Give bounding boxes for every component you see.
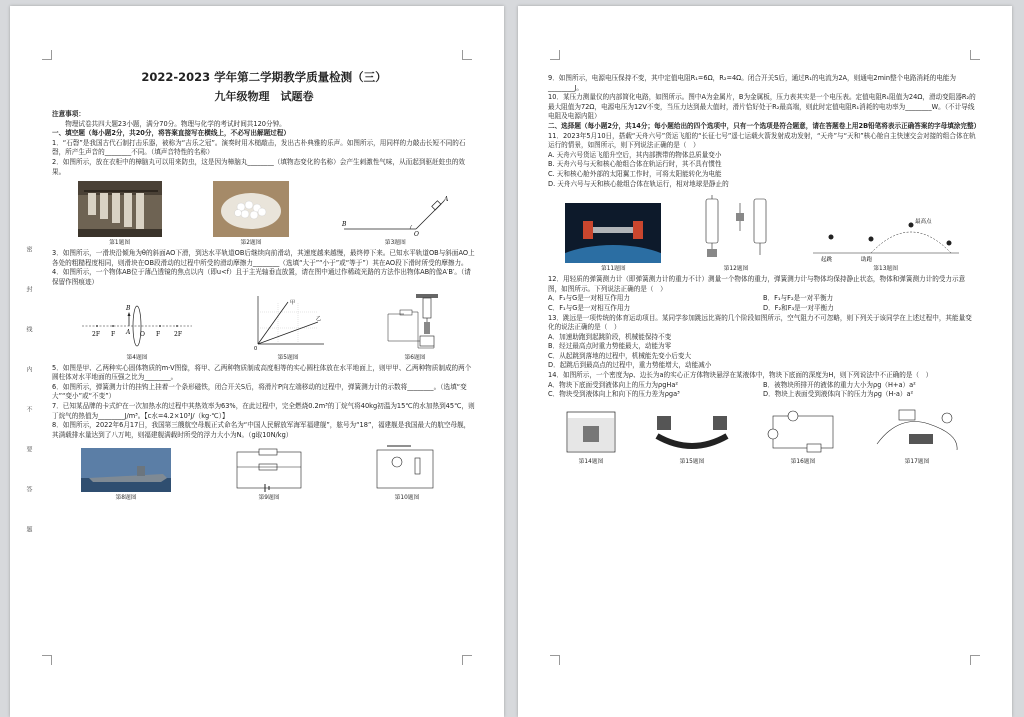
aircraft-carrier-photo [81, 448, 171, 492]
label-highest-point: 最高点 [914, 219, 932, 226]
question-14-option-a: A．物块下底面受到液体向上的压力为ρgHa² [548, 380, 679, 389]
question-14: 14．如图所示，一个密度为ρ、边长为a的实心正方体物块悬浮在某液体中，物块下底面的深度为H，则下列说法中不正确的是（ ） [548, 371, 933, 380]
question-14-option-d: D．物块上表面受到液体向下的压力为ρg（H-a）a² [763, 390, 914, 399]
crop-mark [42, 50, 52, 60]
notice-heading: 注意事项： [52, 110, 85, 118]
figure-14-caption: 第14题图 [578, 458, 604, 465]
figure-15-caption: 第15题图 [679, 458, 705, 465]
question-11: 11．2023年5月10日，搭载“天舟六号”货运飞船的“长征七号”遥七运载火箭发射成功发射，“天舟”与“天和”核心舱自主快速交会对接的组合体在轨运行的情景，如图所示，则下列说法正确的是（ ） [548, 131, 976, 150]
notice-text: 物理试卷共四大题23小题，满分70分。物理与化学的考试时间共120分钟。 [65, 119, 286, 128]
figure-2 [213, 181, 289, 247]
section-2-heading: 二、选择题（每小题2分，共14分；每小题给出的四个选项中，只有一个选项是符合题意，请在答题卷上用2B铅笔将表示正确答案的字母填涂完整） [548, 121, 981, 130]
question-7: 7．已知某品牌的卡式炉在一次加热水的过程中其热效率为63%，在此过程中，完全燃烧0.2m³的丁烷气将40kg初温为15℃的水加热到45℃，则丁烷气的热值为________J/m³。【c水=4.2×10³J/（kg·℃）】 [52, 401, 475, 420]
figure-1-caption: 第1题图 [109, 240, 131, 247]
figure-10 [367, 444, 447, 502]
question-3: 3．如图所示，一滑块沿倾角为θ的斜面AO下滑，到达水平轨道OB后继续向前滑动，其速度越来越慢，最终停下来。已知水平轨道OB与斜面AO上各处的粗糙程度相同，则滑块在OB段滑动的过程中所受的滑动摩擦力________（选填“大于”“小于”或“等于”）其在AO段下滑时所受的摩擦力。 [52, 249, 475, 267]
question-14-option-b: B．被物块所排开的液体的重力大小为ρg（H+a）a² [763, 380, 916, 389]
figure-16 [763, 406, 843, 466]
figure-5 [248, 292, 328, 362]
question-12-option-a: A．F₁与G是一对相互作用力 [548, 294, 630, 303]
svg-text:B: B [126, 304, 131, 312]
figure-1 [78, 181, 162, 247]
figure-2-caption: 第2题图 [240, 240, 262, 247]
figure-4-caption: 第4题图 [126, 354, 148, 361]
figure-17 [869, 404, 965, 466]
question-13-option-d: D．起跳后到最高点的过程中，重力势能增大，动能减小 [548, 361, 712, 370]
question-11-option-c: C. 天和核心舱外部的太阳翼工作时，可将太阳能转化为电能 [548, 169, 722, 178]
exam-page-left [10, 6, 504, 717]
question-11-option-a: A. 天舟六号货运飞船升空后，其内部携带的物体总质量变小 [548, 150, 722, 159]
figure-10-caption: 第10题图 [394, 495, 420, 502]
svg-text:甲: 甲 [290, 299, 296, 306]
figures-row-3 [52, 444, 476, 502]
svg-text:A: A [126, 328, 131, 336]
svg-text:2F: 2F [92, 330, 100, 338]
question-10: 10．某压力测量仪的内部简化电路，如图所示。图中A为金属片，B为金属板，压力表其实是一个电压表。定值电阻R₁阻值为24Ω，滑动变阻器R₂的最大阻值为72Ω，电源电压为12V不变，当压力达到最大值时，滑片恰好处于R₂最高端，则此时定值电阻R₁消耗的电功率为________W。（不计导线电阻及电源内阻） [548, 93, 976, 121]
svg-text:O: O [140, 330, 145, 338]
figure-16-caption: 第16题图 [790, 458, 816, 465]
question-12-option-b: B．F₁与F₂是一对平衡力 [763, 294, 834, 303]
crop-mark [970, 50, 980, 60]
crop-mark [970, 655, 980, 665]
mass-volume-graph [248, 292, 328, 352]
incline-diagram [340, 193, 450, 237]
svg-text:2F: 2F [174, 330, 182, 338]
question-14-options [548, 381, 978, 400]
svg-text:0: 0 [254, 345, 258, 352]
figures-row-2 [52, 292, 476, 362]
meter-circuit-diagram [763, 406, 843, 456]
magnets-diagram [647, 406, 737, 456]
figure-9-caption: 第9题图 [258, 495, 280, 502]
question-11-option-d: D. 天舟六号与天和核心舱组合体在轨运行，相对地球是静止的 [548, 179, 729, 188]
exam-title: 2022-2023 学年第二学期教学质量检测（三） [141, 70, 387, 84]
figures-row-5 [548, 404, 978, 466]
label-takeoff: 起跳 [820, 257, 832, 264]
figure-13 [811, 211, 961, 273]
question-6: 6．如图所示，弹簧测力计的挂钩上挂着一个条形磁铁，闭合开关S后，将滑片P向左端移动的过程中，弹簧测力计的示数将________。（选填“变大”“变小”或“不变”） [52, 382, 467, 401]
question-4: 4．如图所示，一个物体AB位于薄凸透镜的焦点以内（即u<f）且于主光轴垂直放置，请在图中通过作稀疏光路的方法作出物体AB的像A′B′。（请保留作图痕迹） [52, 268, 471, 286]
pressure-meter-circuit [367, 444, 447, 492]
question-12-options [548, 294, 978, 313]
exam-page-right [518, 6, 1012, 717]
svg-text:F: F [111, 330, 116, 338]
stone-chime-photo [78, 181, 162, 237]
figures-row-1 [52, 181, 476, 247]
figure-9 [229, 448, 309, 502]
figure-14 [561, 406, 621, 466]
crop-mark [462, 655, 472, 665]
long-jump-diagram [811, 211, 961, 263]
crop-mark [462, 50, 472, 60]
question-13-option-a: A．加速助跑到起跳阶段，机械能保持不变 [548, 332, 672, 341]
question-5: 5．如图是甲、乙两种实心固体物质的m-V图像，将甲、乙两种物质制成高度相等的实心圆柱体放在水平地面上，则甲甲、乙两种物质制成的两个圆柱体对水平地面的压强之比为________。 [52, 363, 472, 382]
figure-6 [380, 292, 450, 362]
space-station-photo [565, 203, 661, 263]
figure-12-caption: 第12题图 [723, 266, 749, 273]
svg-text:F: F [156, 330, 161, 338]
figures-row-4 [548, 193, 978, 273]
binding-line-text: 密 封 线 内 不 要 答 题 [25, 246, 32, 546]
figure-8-caption: 第8题图 [115, 495, 137, 502]
question-13-option-b: B．经过最高点时重力势能最大，动能为零 [548, 342, 672, 351]
svg-text:O: O [414, 231, 420, 238]
crop-mark [42, 655, 52, 665]
lens-diagram [78, 296, 196, 352]
figure-3-caption: 第3题图 [384, 240, 406, 247]
question-14-option-c: C．物块受到液体向上和向下的压力差为ρga³ [548, 390, 680, 399]
parallel-resistor-circuit [229, 448, 309, 492]
figure-5-caption: 第5题图 [277, 354, 299, 361]
svg-text:A: A [444, 196, 449, 204]
figure-11-caption: 第11题图 [600, 266, 626, 273]
mothball-photo [213, 181, 289, 237]
section-1-heading: 一、填空题（每小题2分，共20分，将答案直接写在横线上，不必写出解题过程） [52, 129, 290, 138]
question-11-option-b: B. 天舟六号与天和核心舱组合体在轨运行时，其不具有惯性 [548, 160, 722, 169]
label-run-up: 助跑 [860, 257, 872, 264]
figure-8 [81, 448, 171, 502]
question-13: 13．跳远是一项传统的体育运动项目。某同学参加跳远比赛的几个阶段如图所示，空气阻力不可忽略，则下列关于该同学在上述过程中，其能量变化的说法正确的是（ ） [548, 313, 972, 332]
figure-13-caption: 第13题图 [873, 266, 899, 273]
spring-scale-diagram [696, 193, 776, 263]
svg-text:乙: 乙 [316, 315, 322, 322]
question-13-option-c: C．从起跳到落地的过程中，机械能先变小后变大 [548, 351, 692, 360]
figure-3 [340, 193, 450, 247]
question-8: 8．如图所示，2022年6月17日，我国第三艘航空母舰正式命名为“中国人民解放军海军福建舰”，舷号为“18”，福建舰是我国最大的航空母舰，其满载排水量达到了八万吨，则福建舰满载时所受的浮力大小为N。（g取10N/kg） [52, 421, 471, 439]
question-9: 9．如图所示，电源电压保持不变，其中定值电阻R₁=6Ω，R₂=4Ω。闭合开关S后，通过R₁的电流为2A，则通电2min整个电路消耗的电能为________J。 [548, 74, 956, 92]
figure-4 [78, 296, 196, 362]
apparatus-diagram [869, 404, 965, 456]
crop-mark [550, 50, 560, 60]
svg-text:B: B [342, 221, 347, 229]
exam-subtitle: 九年级物理 试题卷 [214, 90, 314, 103]
figure-17-caption: 第17题图 [904, 458, 930, 465]
question-12-option-c: C．F₁与G是一对相互作用力 [548, 303, 631, 312]
figure-12 [696, 193, 776, 273]
question-12-option-d: D．F₂和F₃是一对平衡力 [763, 303, 834, 312]
question-2: 2．如图所示，放在衣柜中的樟脑丸可以用来防虫，这是因为樟脑丸________（填物态变化的名称）会产生刺激性气味，从而起到驱赶蛀虫的效果。 [52, 157, 466, 176]
figure-15 [647, 406, 737, 466]
question-1: 1．“石磬”是我国古代石制打击乐器，被称为“吉乐之冠”。演奏时用木槌敲击，发出古朴典雅的乐声。如图所示，用同样的力敲击长短不同的石磬，所产生声音的________不同。（填声音特性的名称） [52, 138, 466, 157]
question-12: 12．用轻质的弹簧测力计（即弹簧测力计的重力不计）测量一个物体的重力，弹簧测力计与物体均保持静止状态，物体和弹簧测力计的受力示意图，如图所示。下列说法正确的是（ ） [548, 275, 966, 293]
floating-cube-diagram [561, 406, 621, 456]
figure-6-caption: 第6题图 [404, 354, 426, 361]
spring-magnet-circuit [380, 292, 450, 352]
crop-mark [550, 655, 560, 665]
figure-11 [565, 203, 661, 273]
